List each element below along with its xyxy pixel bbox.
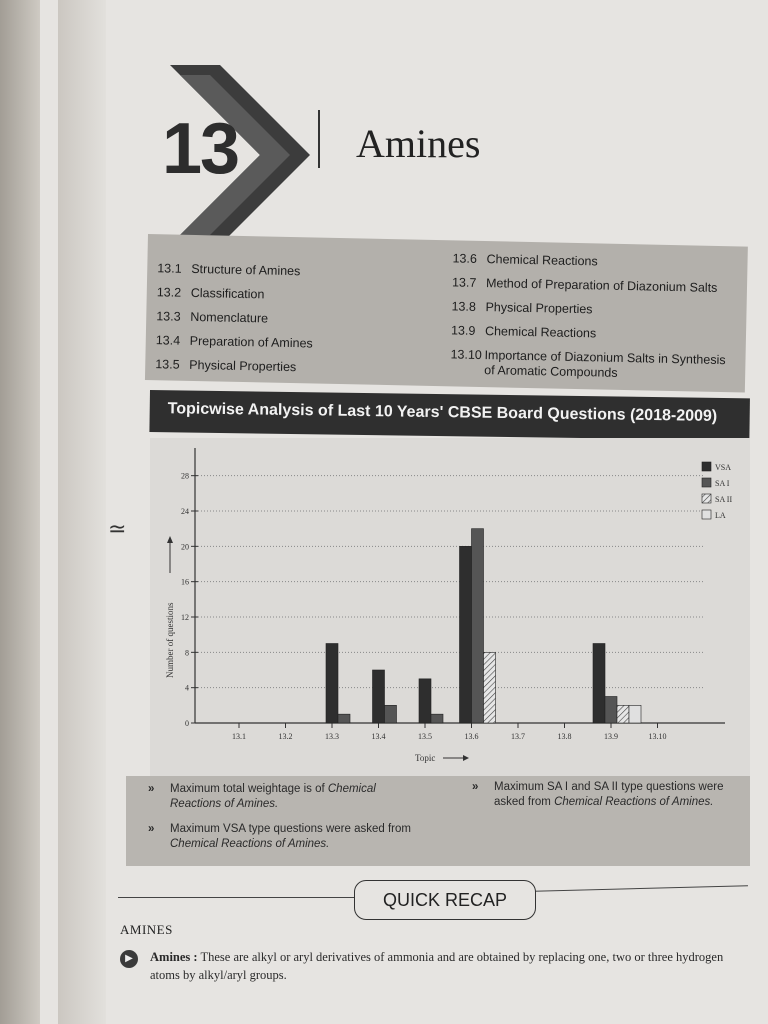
legend-swatch (702, 478, 711, 487)
note-2-lead: Maximum VSA type questions were asked from (170, 823, 411, 835)
x-tick-label: 13.8 (557, 732, 572, 741)
legend-label: SA II (715, 495, 733, 504)
definition-term: Amines : (150, 950, 198, 964)
play-bullet-icon: ▶ (120, 950, 138, 968)
note-1-emphasis: Chemical Reactions of Amines. (170, 783, 376, 810)
table-of-contents (145, 234, 748, 393)
y-tick-label: 8 (185, 648, 189, 658)
toc-item-title: Physical Properties (189, 357, 297, 375)
note-3-lead: Maximum SA I and SA II type questions were asked from (494, 781, 724, 808)
legend-swatch (702, 462, 711, 471)
toc-item-title: Structure of Amines (191, 261, 301, 279)
y-tick-label: 24 (181, 507, 189, 516)
toc-item-title: Chemical Reactions (484, 324, 597, 341)
toc-item-number: 13.6 (452, 251, 478, 266)
note-3 (472, 780, 748, 810)
toc-item-title: Chemical Reactions (486, 252, 598, 269)
toc-item-number: 13.9 (450, 323, 476, 338)
toc-item-number: 13.3 (156, 309, 181, 324)
bar-vsa (419, 679, 431, 723)
bar-sa-i (605, 697, 617, 724)
toc-item (156, 304, 313, 331)
x-tick-label: 13.1 (232, 732, 246, 741)
legend-swatch (702, 510, 711, 519)
bar-vsa (373, 670, 385, 723)
bar-sa-i (431, 714, 443, 723)
definition-text: These are alkyl or aryl derivatives of ammonia and are obtained by replacing one, two or three hydrogen atoms by alkyl/aryl groups. (150, 950, 724, 982)
toc-item (157, 280, 314, 307)
legend-label: LA (715, 511, 726, 520)
note-arrow-icon: » (472, 781, 479, 793)
x-tick-label: 13.7 (511, 732, 525, 741)
page-edge (58, 0, 106, 1024)
toc-item-number: 13.7 (451, 275, 477, 290)
toc-item-title-continued: of Aromatic Compounds (484, 363, 618, 380)
toc-item-title: Nomenclature (190, 309, 269, 326)
toc-right-column (450, 246, 728, 380)
note-arrow-icon: » (148, 823, 155, 835)
x-tick-label: 13.2 (278, 732, 293, 741)
quick-recap-label: QUICK RECAP (354, 880, 536, 920)
y-tick-label: 20 (181, 542, 189, 552)
toc-left-column (155, 256, 314, 379)
toc-item-number: 13.10 (450, 347, 482, 363)
bar-sa-i (472, 529, 484, 723)
section-heading: AMINES (120, 922, 173, 937)
toc-item-title: Importance of Diazonium Salts in Synthesis (484, 348, 726, 368)
note-1-lead: Maximum total weightage is of (170, 783, 328, 795)
chart-panel (150, 438, 750, 776)
x-tick-label: 13.6 (464, 732, 479, 741)
toc-item-number: 13.1 (157, 261, 182, 276)
toc-item (155, 352, 312, 379)
y-tick-label: 16 (181, 577, 189, 587)
bar-vsa (593, 644, 605, 724)
toc-item-number: 13.2 (156, 285, 182, 300)
toc-item-title: Physical Properties (485, 300, 593, 317)
analysis-notes (126, 776, 750, 866)
legend-label: VSA (715, 463, 732, 472)
banner-title: Topicwise Analysis of Last 10 Years' CBSE Board Questions (2018-2009) (167, 400, 718, 425)
bar-sa-ii (617, 705, 629, 723)
x-axis-label: Topic (415, 753, 436, 763)
toc-item-title: Preparation of Amines (189, 333, 313, 351)
bar-sa-i (385, 705, 397, 723)
note-1 (148, 782, 420, 812)
bar-vsa (460, 546, 472, 723)
x-tick-label: 13.9 (604, 732, 618, 741)
y-axis-label: Number of questions (165, 602, 175, 678)
toc-item (156, 328, 313, 355)
chapter-title: Amines (356, 121, 481, 166)
x-tick-label: 13.3 (325, 732, 339, 741)
note-3-emphasis: Chemical Reactions of Amines. (554, 796, 714, 808)
y-tick-label: 0 (185, 719, 189, 728)
definition-paragraph (150, 948, 750, 984)
y-tick-label: 28 (181, 471, 189, 481)
title-divider (318, 110, 320, 168)
bar-sa-i (338, 714, 350, 723)
chapter-number: 13 (162, 109, 239, 189)
bar-sa-ii (484, 652, 496, 723)
bar-vsa (326, 644, 338, 724)
note-2 (148, 822, 440, 852)
bar-la (629, 705, 641, 723)
note-arrow-icon: » (148, 783, 155, 795)
toc-item-number: 13.5 (155, 357, 180, 372)
analysis-banner (149, 390, 750, 440)
toc-item-number: 13.4 (155, 333, 181, 348)
toc-item-title: Method of Preparation of Diazonium Salts (485, 276, 718, 295)
legend-label: SA I (715, 479, 730, 488)
y-tick-label: 4 (185, 683, 189, 693)
toc-item-number: 13.8 (451, 299, 477, 314)
y-tick-label: 12 (181, 613, 189, 622)
x-tick-label: 13.5 (418, 732, 432, 741)
toc-item (450, 342, 726, 380)
pen-mark: ≃ (108, 516, 127, 541)
y-axis-arrowhead (167, 536, 173, 543)
x-axis-arrowhead (463, 755, 469, 761)
toc-item-title: Classification (190, 285, 265, 302)
note-2-emphasis: Chemical Reactions of Amines. (170, 838, 330, 850)
x-tick-label: 13.4 (371, 732, 386, 741)
recap-rule-left (118, 897, 354, 898)
topicwise-bar-chart (150, 438, 750, 776)
legend-swatch (702, 494, 711, 503)
x-tick-label: 13.10 (648, 732, 667, 741)
toc-item (157, 256, 314, 283)
